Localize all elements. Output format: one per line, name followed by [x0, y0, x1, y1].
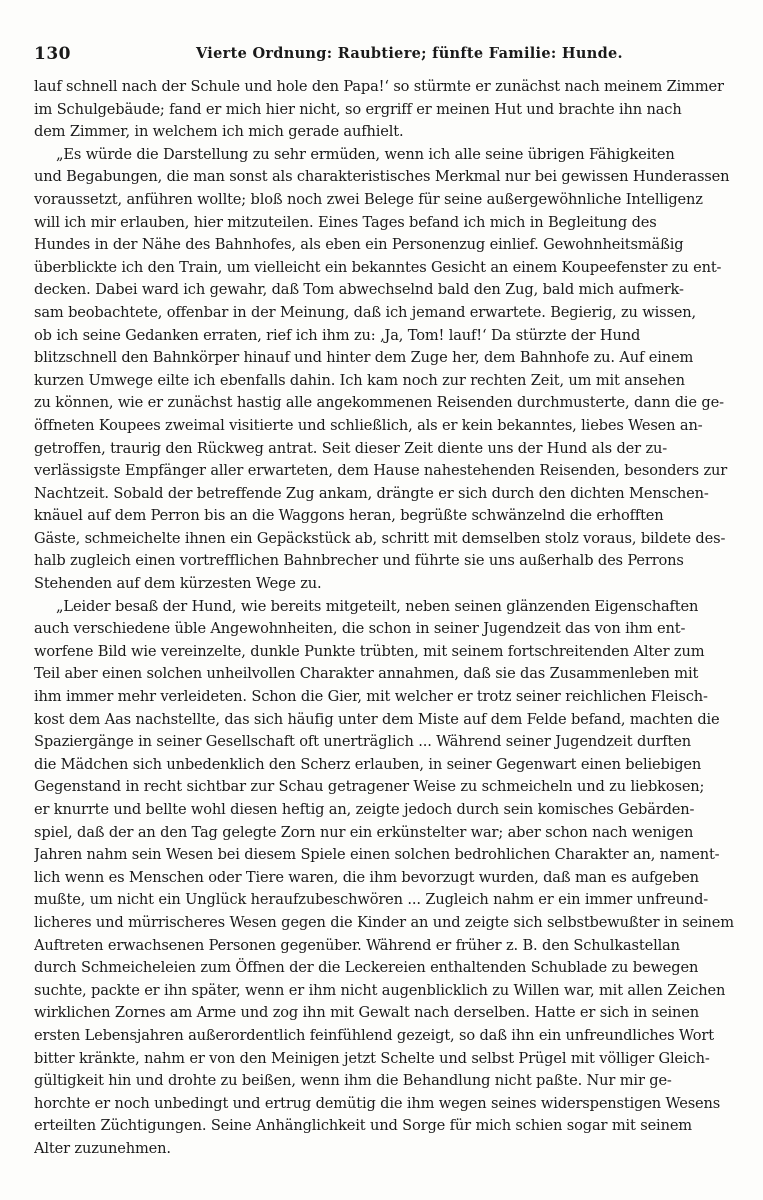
text-line: spiel, daß der an den Tag gelegte Zorn nur ein erkünstelter war; aber schon nach wenigen: [34, 823, 694, 841]
text-line: Auftreten erwachsenen Personen gegenüber. Während er früher z. B. den Schulkastellan: [34, 936, 680, 954]
body-text: [34, 76, 756, 1161]
text-line: Spaziergänge in seiner Gesellschaft oft unerträglich ... Während seiner Jugendzeit durften: [34, 733, 691, 751]
text-line: lauf schnell nach der Schule und hole den Papa!‘ so stürmte er zunächst nach meinem Zimmer: [34, 78, 724, 95]
text-line: kost dem Aas nachstellte, das sich häufig unter dem Miste auf dem Felde befand, machten die: [34, 710, 720, 728]
text-line: licheres und mürrischeres Wesen gegen die Kinder an und zeigte sich selbstbewußter in seinem: [34, 913, 734, 931]
running-head: Vierte Ordnung: Raubtiere; fünfte Familie: Hunde.: [196, 45, 623, 62]
text-line: mußte, um nicht ein Unglück heraufzubeschwören ... Zugleich nahm er ein immer unfreund-: [34, 891, 709, 909]
text-line: gültigkeit hin und drohte zu beißen, wenn ihm die Behandlung nicht paßte. Nur mir ge-: [34, 1072, 672, 1090]
text-line: wirklichen Zornes am Arme und zog ihn mit Gewalt nach derselben. Hatte er sich in seinen: [34, 1004, 699, 1022]
text-line: dem Zimmer, in welchem ich mich gerade aufhielt.: [34, 123, 404, 141]
text-line: voraussetzt, anführen wollte; bloß noch zwei Belege für seine außergewöhnliche Intelligenz: [34, 190, 703, 208]
page-number: 130: [34, 44, 71, 64]
text-line: er knurrte und bellte wohl diesen heftig an, zeigte jedoch durch sein komisches Gebärden-: [34, 801, 695, 818]
text-line: Stehenden auf dem kürzesten Wege zu.: [34, 575, 322, 593]
text-line: will ich mir erlauben, hier mitzuteilen. Eines Tages befand ich mich in Begleitung des: [34, 213, 657, 231]
text-line: erteilten Züchtigungen. Seine Anhänglichkeit und Sorge für mich schien sogar mit seinem: [34, 1117, 692, 1135]
text-line: überblickte ich den Train, um vielleicht ein bekanntes Gesicht an einem Koupeefenster zu ent-: [34, 258, 722, 276]
text-line: sam beobachtete, offenbar in der Meinung, daß ich jemand erwartete. Begierig, zu wissen,: [34, 303, 697, 321]
text-line: Nachtzeit. Sobald der betreffende Zug ankam, drängte er sich durch den dichten Menschen-: [34, 484, 709, 502]
text-line: lich wenn es Menschen oder Tiere waren, die ihm bevorzugt wurden, daß man es aufgeben: [34, 868, 699, 886]
text-line: worfene Bild wie vereinzelte, dunkle Punkte trübten, mit seinem fortschreitenden Alter zum: [34, 642, 705, 660]
text-line: zu können, wie er zunächst hastig alle angekommenen Reisenden durchmusterte, dann die ge-: [34, 394, 724, 412]
text-line: ersten Lebensjahren außerordentlich feinfühlend gezeigt, so daß ihn ein unfreundliches Wort: [34, 1026, 714, 1044]
text-line: knäuel auf dem Perron bis an die Waggons heran, begrüßte schwänzelnd die erhofften: [34, 507, 664, 525]
text-line: Jahren nahm sein Wesen bei diesem Spiele einen solchen bedrohlichen Charakter an, nament-: [34, 846, 720, 864]
text-line: getroffen, traurig den Rückweg antrat. Seit dieser Zeit diente uns der Hund als der zu-: [34, 439, 668, 457]
text-line: halb zugleich einen vortrefflichen Bahnbrecher und führte sie uns außerhalb des Perrons: [34, 552, 684, 570]
text-line: Alter zuzunehmen.: [34, 1139, 171, 1157]
text-line: im Schulgebäude; fand er mich hier nicht, so ergriff er meinen Hut und brachte ihn nach: [34, 100, 682, 118]
text-line: suchte, packte er ihn später, wenn er ihm nicht augenblicklich zu Willen war, mit allen Zeichen: [34, 981, 726, 999]
text-line: kurzen Umwege eilte ich ebenfalls dahin. Ich kam noch zur rechten Zeit, um mit ansehen: [34, 371, 685, 389]
text-line: decken. Dabei ward ich gewahr, daß Tom abwechselnd bald den Zug, bald mich aufmerk-: [34, 281, 684, 299]
text-line: blitzschnell den Bahnkörper hinauf und hinter dem Zuge her, dem Bahnhofe zu. Auf einem: [34, 349, 694, 367]
paragraph-start-line: „Leider besaß der Hund, wie bereits mitgeteilt, neben seinen glänzenden Eigenschaften: [56, 597, 699, 615]
text-line: ihm immer mehr verleideten. Schon die Gier, mit welcher er trotz seiner reichlichen Fleisch-: [34, 688, 708, 706]
page-header: [34, 44, 756, 70]
text-line: bitter kränkte, nahm er von den Meinigen jetzt Schelte und selbst Prügel mit völliger Gleich-: [34, 1049, 710, 1067]
text-line: Gäste, schmeichelte ihnen ein Gepäckstück ab, schritt mit demselben stolz voraus, bildete des-: [34, 529, 726, 547]
text-line: und Begabungen, die man sonst als charakteristisches Merkmal nur bei gewissen Hunderassen: [34, 168, 730, 186]
text-line: durch Schmeicheleien zum Öffnen der die Leckereien enthaltenden Schublade zu bewegen: [34, 959, 699, 977]
text-line: öffneten Koupees zweimal visitierte und schließlich, als er kein bekanntes, liebes Wesen an-: [34, 416, 703, 434]
paragraph-start-line: „Es würde die Darstellung zu sehr ermüden, wenn ich alle seine übrigen Fähigkeiten: [56, 145, 675, 163]
text-line: verlässigste Empfänger aller erwarteten, dem Hause nahestehenden Reisenden, besonders zur: [34, 462, 728, 480]
text-line: Gegenstand in recht sichtbar zur Schau getragener Weise zu schmeicheln und zu liebkosen;: [34, 778, 705, 796]
text-line: horchte er noch unbedingt und ertrug demütig die ihm wegen seines widerspenstigen Wesens: [34, 1094, 721, 1112]
text-line: ob ich seine Gedanken erraten, rief ich ihm zu: ‚Ja, Tom! lauf!‘ Da stürzte der Hund: [34, 326, 641, 344]
text-line: Hundes in der Nähe des Bahnhofes, als eben ein Personenzug einlief. Gewohnheitsmäßig: [34, 236, 684, 254]
text-line: Teil aber einen solchen unheilvollen Charakter annahmen, daß sie das Zusammenleben mit: [34, 665, 699, 683]
text-line: auch verschiedene üble Angewohnheiten, die schon in seiner Jugendzeit das von ihm ent-: [34, 620, 686, 638]
text-line: die Mädchen sich unbedenklich den Scherz erlauben, in seiner Gegenwart einen beliebigen: [34, 755, 702, 773]
